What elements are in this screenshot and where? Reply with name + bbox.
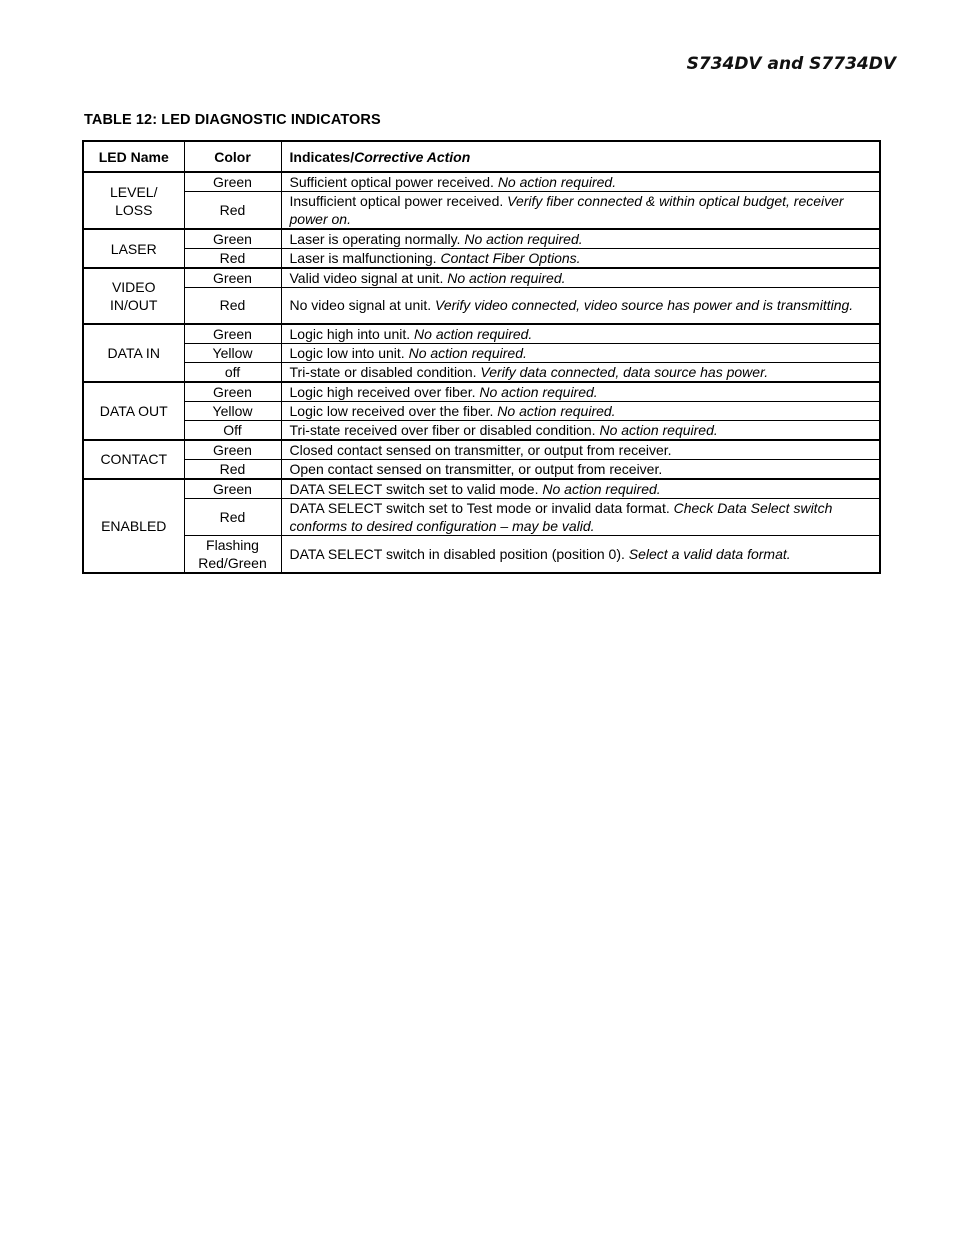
group-data-out (83, 382, 880, 440)
action-cell (281, 249, 880, 269)
indicates-text: Logic low received over the fiber. (289, 402, 498, 419)
led-diagnostic-table (82, 140, 881, 574)
table-title: TABLE 12: LED DIAGNOSTIC INDICATORS (84, 112, 381, 128)
corrective-text: No action required. (464, 231, 583, 247)
action-cell (281, 268, 880, 288)
action-cell (281, 498, 880, 535)
color-cell: Yellow (184, 343, 281, 362)
action-cell (281, 420, 880, 440)
color-cell: Green (184, 479, 281, 499)
table-row (83, 249, 880, 269)
color-cell: Flashing Red/Green (184, 535, 281, 573)
led-name-cell: VIDEO IN/OUT (83, 268, 184, 324)
corrective-text: Check Data Select switch conforms to desired configuration – may be valid. (289, 499, 833, 534)
table-row (83, 172, 880, 192)
group-laser (83, 229, 880, 268)
color-cell: Green (184, 324, 281, 344)
color-cell: Off (184, 420, 281, 440)
table-row (83, 479, 880, 499)
group-data-in (83, 324, 880, 382)
corrective-text: Select a valid data format. (628, 545, 791, 562)
indicates-text: Laser is operating normally. (289, 231, 465, 247)
column-header-indicates (281, 141, 880, 172)
corrective-text: No action required. (414, 325, 533, 342)
corrective-text: No action required. (542, 480, 661, 497)
indicates-text: Tri-state received over fiber or disabled condition. (289, 421, 600, 438)
color-cell: Red (184, 459, 281, 479)
led-name-cell: ENABLED (83, 479, 184, 573)
action-cell (281, 288, 880, 324)
color-cell: Yellow (184, 401, 281, 420)
corrective-text: Contact Fiber Options. (440, 250, 581, 266)
action-cell (281, 459, 880, 479)
group-contact (83, 440, 880, 479)
color-cell: off (184, 362, 281, 382)
header-row (83, 141, 880, 172)
table-row (83, 343, 880, 362)
indicates-text: No video signal at unit. (289, 297, 436, 314)
indicates-text: Sufficient optical power received. (289, 174, 498, 190)
group-video-in-out (83, 268, 880, 324)
table-row (83, 229, 880, 249)
corrective-text: No action required. (408, 344, 527, 361)
table-row (83, 440, 880, 460)
corrective-text: No action required. (479, 383, 598, 400)
group-enabled (83, 479, 880, 573)
indicates-text: Closed contact sensed on transmitter, or output from receiver. (289, 441, 672, 458)
color-cell: Red (184, 192, 281, 230)
color-cell: Green (184, 268, 281, 288)
corrective-text: Verify video connected, video source has power and is transmitting. (435, 297, 854, 314)
table-row (83, 420, 880, 440)
color-cell: Green (184, 172, 281, 192)
table-row (83, 535, 880, 573)
column-header-color: Color (184, 141, 281, 172)
indicates-text: DATA SELECT switch in disabled position (position 0). (289, 545, 629, 562)
color-cell: Red (184, 249, 281, 269)
table-row (83, 362, 880, 382)
table-row (83, 288, 880, 324)
color-cell: Green (184, 440, 281, 460)
corrective-text: No action required. (497, 174, 617, 190)
action-cell (281, 229, 880, 249)
indicates-text: Logic low into unit. (289, 344, 409, 361)
led-name-cell: DATA OUT (83, 382, 184, 440)
column-header-indicates-text: Indicates/ (289, 148, 355, 165)
color-cell: Red (184, 498, 281, 535)
table-row (83, 498, 880, 535)
action-cell (281, 362, 880, 382)
indicates-text: Laser is malfunctioning. (289, 250, 441, 266)
table-row (83, 382, 880, 402)
corrective-text: No action required. (497, 402, 616, 419)
group-level-loss (83, 172, 880, 229)
action-cell (281, 440, 880, 460)
table-row (83, 401, 880, 420)
corrective-text: Verify fiber connected & within optical budget, receiver power on. (289, 193, 844, 227)
indicates-text: DATA SELECT switch set to Test mode or invalid data format. (289, 499, 674, 516)
table-row (83, 324, 880, 344)
table-row (83, 192, 880, 230)
action-cell (281, 192, 880, 230)
corrective-text: Verify data connected, data source has power. (480, 363, 769, 380)
action-cell (281, 172, 880, 192)
column-header-led-name: LED Name (83, 141, 184, 172)
table-row (83, 459, 880, 479)
action-cell (281, 343, 880, 362)
led-name-cell: CONTACT (83, 440, 184, 479)
indicates-text: Logic high into unit. (289, 325, 415, 342)
column-header-corrective-text: Corrective Action (354, 148, 471, 165)
indicates-text: Logic high received over fiber. (289, 383, 480, 400)
indicates-text: Insufficient optical power received. (289, 193, 508, 209)
table-row (83, 268, 880, 288)
indicates-text: Open contact sensed on transmitter, or output from receiver. (289, 460, 663, 477)
indicates-text: Tri-state or disabled condition. (289, 363, 481, 380)
document-header: S734DV and S7734DV (686, 54, 896, 74)
led-name-cell: LASER (83, 229, 184, 268)
table-header (83, 141, 880, 172)
action-cell (281, 382, 880, 402)
color-cell: Red (184, 288, 281, 324)
led-name-cell: LEVEL/ LOSS (83, 172, 184, 229)
action-cell (281, 535, 880, 573)
action-cell (281, 479, 880, 499)
color-cell: Green (184, 229, 281, 249)
indicates-text: DATA SELECT switch set to valid mode. (289, 480, 543, 497)
led-name-cell: DATA IN (83, 324, 184, 382)
indicates-text: Valid video signal at unit. (289, 270, 448, 286)
color-cell: Green (184, 382, 281, 402)
corrective-text: No action required. (599, 421, 718, 438)
action-cell (281, 401, 880, 420)
action-cell (281, 324, 880, 344)
corrective-text: No action required. (447, 270, 566, 286)
